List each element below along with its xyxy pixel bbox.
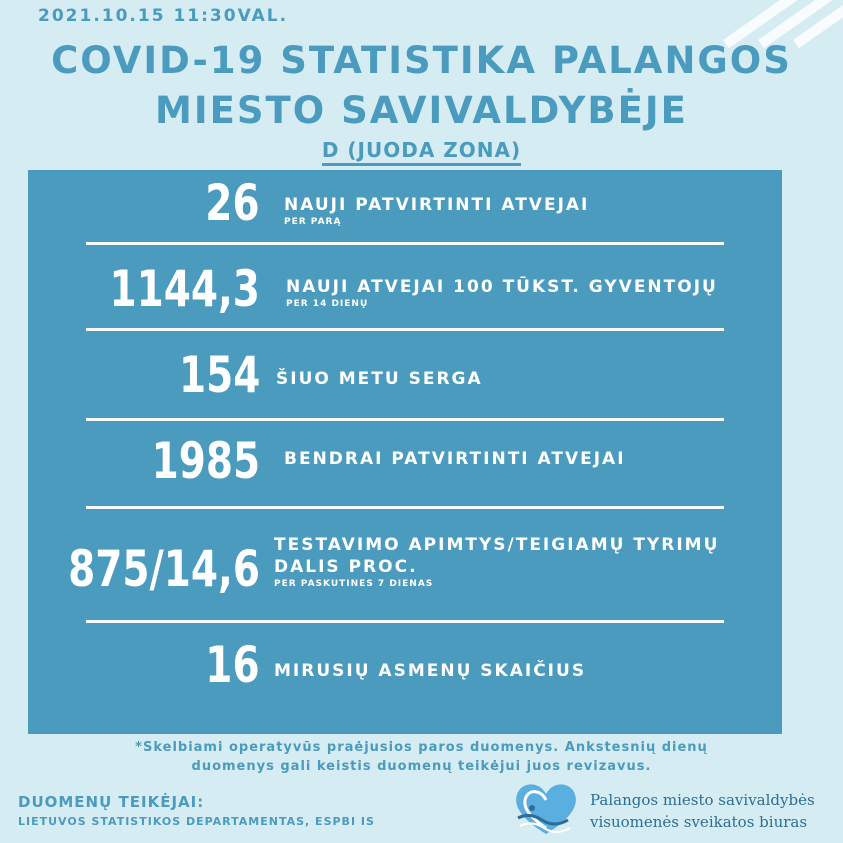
stat-label-text-2: DALIS PROC. bbox=[274, 557, 418, 577]
zone-label bbox=[0, 138, 843, 162]
stat-row-total-cases bbox=[28, 432, 782, 498]
footnote-line-1: *Skelbiami operatyvūs praėjusios paros duomenys. Ankstesnių dienų bbox=[135, 740, 708, 755]
stat-label-text: MIRUSIŲ ASMENŲ SKAIČIUS bbox=[274, 661, 587, 681]
page-title bbox=[0, 36, 843, 136]
heart-wave-logo-icon bbox=[510, 778, 582, 838]
stat-label bbox=[274, 534, 719, 590]
stat-value: 1985 bbox=[151, 432, 260, 490]
row-divider bbox=[86, 418, 724, 421]
stat-value: 16 bbox=[205, 636, 260, 694]
stat-label bbox=[284, 448, 626, 470]
stat-value: 1144,3 bbox=[109, 260, 260, 318]
stat-value: 875/14,6 bbox=[68, 540, 260, 598]
stat-row-testing bbox=[28, 528, 782, 618]
stat-sublabel: PER 14 DIENŲ bbox=[286, 299, 369, 309]
row-divider bbox=[86, 242, 724, 245]
row-divider bbox=[86, 620, 724, 623]
stat-label-text: NAUJI ATVEJAI 100 TŪKST. GYVENTOJŲ bbox=[286, 277, 718, 297]
stat-label-text: NAUJI PATVIRTINTI ATVEJAI bbox=[284, 195, 590, 215]
stat-label bbox=[284, 194, 589, 228]
footnote-line-2: duomenys gali keistis duomenų teikėjui juos revizavus. bbox=[191, 759, 652, 774]
stat-value: 154 bbox=[178, 346, 260, 404]
title-line-2: MIESTO SAVIVALDYBĖJE bbox=[155, 89, 688, 132]
stat-row-new-cases bbox=[28, 174, 782, 240]
stat-sublabel: PER PARĄ bbox=[284, 217, 342, 227]
update-datetime: 2021.10.15 11:30VAL. bbox=[38, 6, 289, 26]
stat-sublabel: PER PASKUTINES 7 DIENAS bbox=[274, 579, 434, 589]
stat-value: 26 bbox=[205, 174, 260, 232]
footnote bbox=[0, 738, 843, 776]
stat-row-incidence bbox=[28, 260, 782, 326]
stat-label bbox=[286, 276, 718, 310]
row-divider bbox=[86, 328, 724, 331]
providers-list: LIETUVOS STATISTIKOS DEPARTAMENTAS, ESPBI IS bbox=[18, 815, 375, 828]
stat-row-currently-ill bbox=[28, 346, 782, 412]
title-line-1: COVID-19 STATISTIKA PALANGOS bbox=[51, 39, 792, 82]
stats-panel bbox=[28, 170, 782, 734]
org-line-2: visuomenės sveikatos biuras bbox=[590, 813, 808, 831]
stat-label bbox=[274, 660, 586, 682]
zone-text: D (JUODA ZONA) bbox=[322, 138, 521, 166]
stat-label-text: TESTAVIMO APIMTYS/TEIGIAMŲ TYRIMŲ bbox=[274, 535, 720, 555]
stat-label bbox=[276, 368, 483, 390]
stat-row-deaths bbox=[28, 636, 782, 702]
stat-label-text: BENDRAI PATVIRTINTI ATVEJAI bbox=[284, 449, 626, 469]
organization-name bbox=[590, 789, 840, 833]
org-line-1: Palangos miesto savivaldybės bbox=[590, 791, 815, 809]
row-divider bbox=[86, 506, 724, 509]
providers-heading: DUOMENŲ TEIKĖJAI: bbox=[18, 793, 205, 811]
stat-label-text: ŠIUO METU SERGA bbox=[276, 369, 483, 389]
